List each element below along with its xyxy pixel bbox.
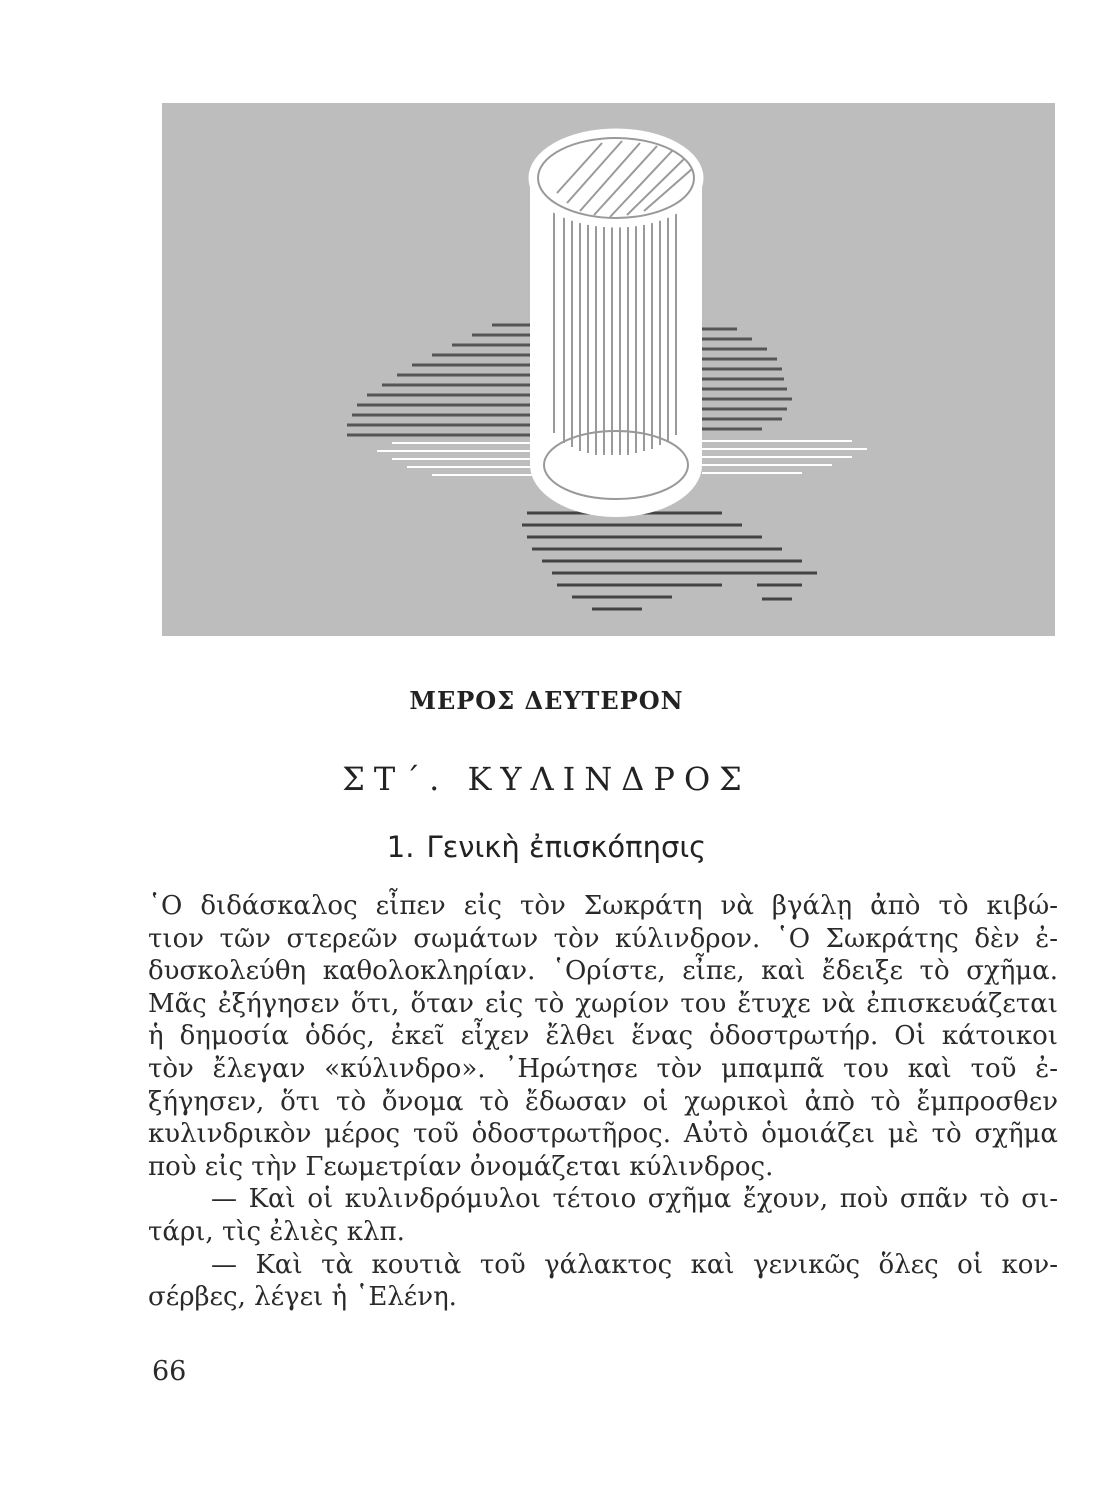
text-line: — Καὶ τὰ κουτιὰ τοῦ γάλακτος καὶ γενικῶς ὅλες οἱ κον- — [211, 1249, 1058, 1280]
shadow-hatching-bottom — [522, 513, 817, 609]
chapter-title: ΣΤ΄. ΚΥΛΙΝΔΡΟΣ — [342, 760, 751, 798]
text-line: σέρβες, λέγει ἡ ῾Ελένη. — [148, 1282, 457, 1313]
shadow-hatching-right — [702, 329, 792, 429]
body-text — [148, 890, 1058, 1314]
cylinder-drawing — [162, 103, 1055, 636]
text-line: Μᾶς ἐξήγησεν ὅτι, ὅταν εἰς τὸ χωρίον του ἔτυχε νὰ ἐπισκευάζεται — [148, 988, 1058, 1019]
text-line: — Καὶ οἱ κυλινδρόμυλοι τέτοιο σχῆμα ἔχουν, ποὺ σπᾶν τὸ σι- — [211, 1184, 1058, 1215]
text-line: ξήγησεν, ὅτι τὸ ὄνομα τὸ ἔδωσαν οἱ χωρικοὶ ἀπὸ τὸ ἔμπροσθεν — [148, 1086, 1058, 1117]
text-line: ῾Ο διδάσκαλος εἶπεν εἰς τὸν Σωκράτη νὰ βγάλῃ ἀπὸ τὸ κιβώ- — [148, 891, 1058, 921]
cylinder-illustration — [162, 103, 1055, 636]
shadow-hatching-left — [347, 325, 532, 435]
section-number: 1. — [386, 830, 415, 864]
text-line: κυλινδρικὸν μέρος τοῦ ὁδοστρωτῆρος. Αὐτὸ ὁμοιάζει μὲ τὸ σχῆμα — [148, 1119, 1058, 1150]
text-line: τιον τῶν στερεῶν σωμάτων τὸν κύλινδρον. ῾Ο Σωκράτης δὲν ἐ- — [148, 923, 1058, 954]
text-line: ποὺ εἰς τὴν Γεωμετρίαν ὀνομάζεται κύλινδρος. — [148, 1151, 774, 1182]
text-line: δυσκολεύθη καθολοκληρίαν. ῾Ορίστε, εἶπε, καὶ ἔδειξε τὸ σχῆμα. — [148, 956, 1058, 987]
section-heading — [0, 830, 1093, 864]
page-number: 66 — [152, 1356, 187, 1387]
text-line: τὸν ἔλεγαν «κύλινδρο». ᾿Ηρώτησε τὸν μπαμπᾶ του καὶ τοῦ ἐ- — [148, 1053, 1058, 1084]
text-line: ἡ δημοσία ὁδός, ἐκεῖ εἶχεν ἔλθει ἕνας ὁδοστρωτήρ. Οἱ κάτοικοι — [148, 1021, 1058, 1052]
part-title: ΜΕΡΟΣ ΔΕΥΤΕΡΟΝ — [409, 686, 684, 715]
text-line: τάρι, τὶς ἐλιὲς κλπ. — [148, 1216, 405, 1247]
section-title: Γενικὴ ἐπισκόπησις — [426, 830, 707, 864]
